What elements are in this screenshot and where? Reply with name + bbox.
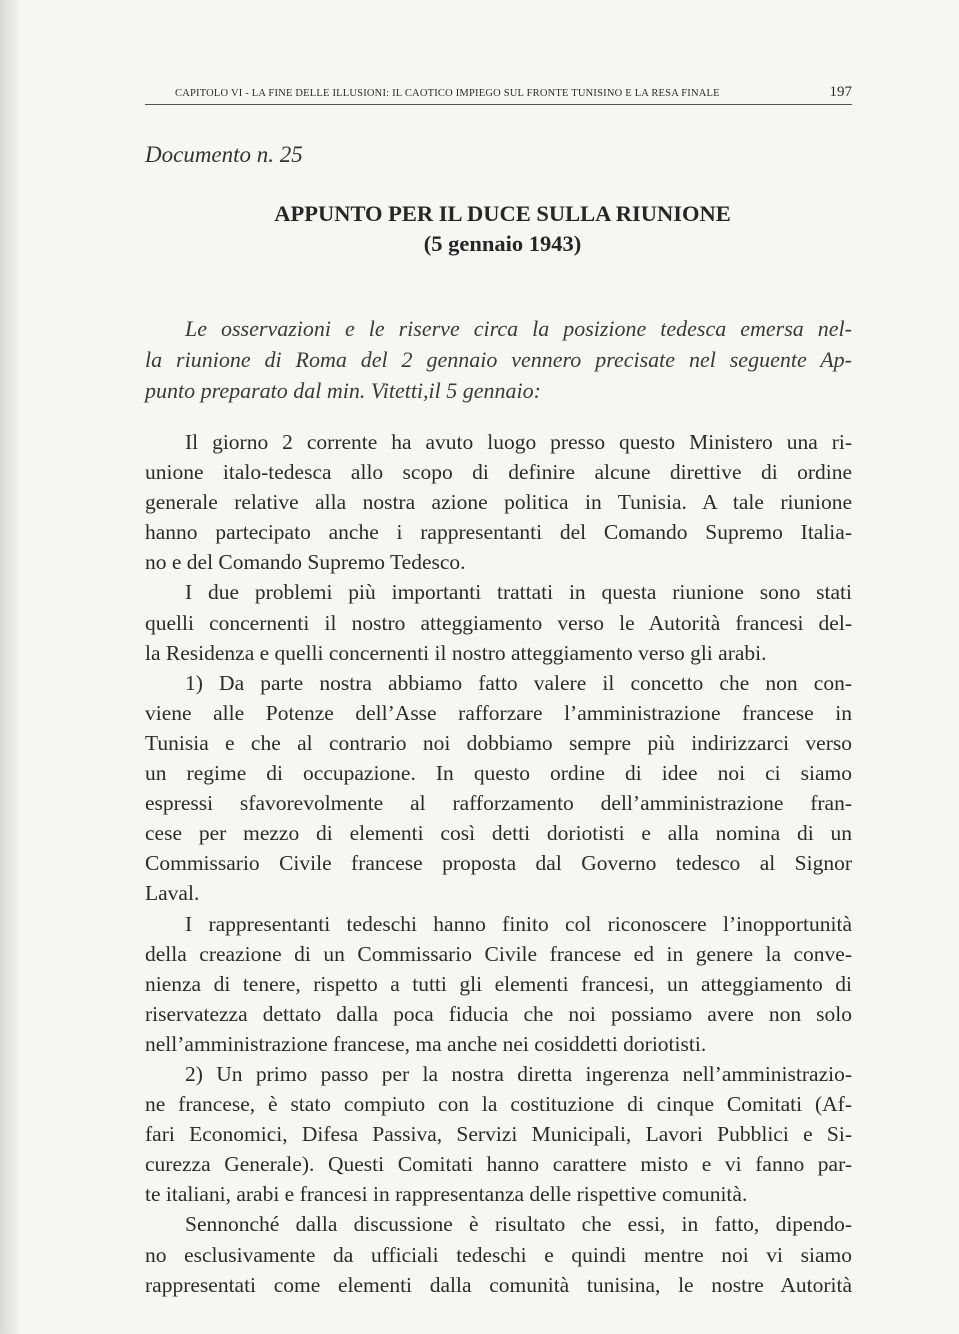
body-line: I due problemi più importanti trattati in questa riunione sono stati bbox=[185, 580, 852, 605]
body-line: la Residenza e quelli concernenti il nostro atteggiamento verso gli arabi. bbox=[145, 640, 767, 665]
body-line: 1) Da parte nostra abbiamo fatto valere il concetto che non con- bbox=[185, 670, 852, 695]
intro-line: la riunione di Roma del 2 gennaio vennero precisate nel seguente Ap- bbox=[145, 347, 852, 372]
document-date: (5 gennaio 1943) bbox=[423, 231, 582, 256]
body-line: quelli concernenti il nostro atteggiamento verso le Autorità francesi del- bbox=[145, 610, 852, 635]
body-line: Commissario Civile francese proposta dal Governo tedesco al Signor bbox=[145, 851, 852, 876]
body-line: Laval. bbox=[145, 881, 200, 906]
running-title: CAPITOLO VI - LA FINE DELLE ILLUSIONI: IL CAOTICO IMPIEGO SUL FRONTE TUNISINO E LA RESA FINALE bbox=[175, 88, 720, 99]
page-number: 197 bbox=[829, 84, 852, 100]
intro-line: Le osservazioni e le riserve circa la posizione tedesca emersa nel- bbox=[185, 316, 852, 341]
document-title: APPUNTO PER IL DUCE SULLA RIUNIONE bbox=[274, 201, 731, 226]
body-line: no esclusivamente da ufficiali tedeschi e quindi mentre noi vi siamo bbox=[145, 1242, 852, 1267]
body-line: unione italo-tedesca allo scopo di definire alcune direttive di ordine bbox=[145, 460, 852, 485]
intro-line: punto preparato dal min. Vitetti,il 5 gennaio: bbox=[145, 378, 541, 403]
body-line: te italiani, arabi e francesi in rappresentanza delle rispettive comunità. bbox=[145, 1182, 748, 1207]
running-header bbox=[145, 84, 852, 105]
body-line: fari Economici, Difesa Passiva, Servizi Municipali, Lavori Pubblici e Si- bbox=[145, 1122, 852, 1147]
body-line: ne francese, è stato compiuto con la costituzione di cinque Comitati (Af- bbox=[145, 1092, 852, 1117]
body-line: nell’amministrazione francese, ma anche nei cosiddetti doriotisti. bbox=[145, 1031, 707, 1056]
body-line: viene alle Potenze dell’Asse rafforzare l’amministrazione francese in bbox=[145, 700, 852, 725]
document-label: Documento n. 25 bbox=[145, 142, 303, 167]
body-line: riservatezza dettato dalla poca fiducia che noi possiamo avere non solo bbox=[145, 1001, 852, 1026]
body-line: curezza Generale). Questi Comitati hanno carattere misto e vi fanno par- bbox=[145, 1152, 852, 1177]
body-line: generale relative alla nostra azione politica in Tunisia. A tale riunione bbox=[145, 490, 852, 515]
body-line: nienza di tenere, rispetto a tutti gli elementi francesi, un atteggiamento di bbox=[145, 971, 852, 996]
body-line: espressi sfavorevolmente al rafforzamento dell’amministrazione fran- bbox=[145, 791, 852, 816]
intro-paragraph bbox=[145, 313, 852, 406]
body-line: Tunisia e che al contrario noi dobbiamo sempre più indirizzarci verso bbox=[145, 730, 852, 755]
body-line: della creazione di un Commissario Civile francese ed in genere la conve- bbox=[145, 941, 852, 966]
body-line: un regime di occupazione. In questo ordine di idee noi ci siamo bbox=[145, 761, 852, 786]
page-gutter-shadow bbox=[0, 0, 22, 1334]
body-line: cese per mezzo di elementi così detti doriotisti e alla nomina di un bbox=[145, 821, 852, 846]
body-text bbox=[145, 427, 852, 1300]
body-line: hanno partecipato anche i rappresentanti del Comando Supremo Italia- bbox=[145, 520, 852, 545]
body-line: Il giorno 2 corrente ha avuto luogo presso questo Ministero una ri- bbox=[185, 430, 852, 454]
body-line: I rappresentanti tedeschi hanno finito col riconoscere l’inopportunità bbox=[185, 911, 852, 936]
body-line: 2) Un primo passo per la nostra diretta ingerenza nell’amministrazio- bbox=[185, 1061, 852, 1086]
body-line: no e del Comando Supremo Tedesco. bbox=[145, 550, 466, 575]
body-line: Sennonché dalla discussione è risultato che essi, in fatto, dipendo- bbox=[185, 1212, 852, 1237]
body-line: rappresentati come elementi dalla comunità tunisina, le nostre Autorità bbox=[145, 1272, 852, 1297]
